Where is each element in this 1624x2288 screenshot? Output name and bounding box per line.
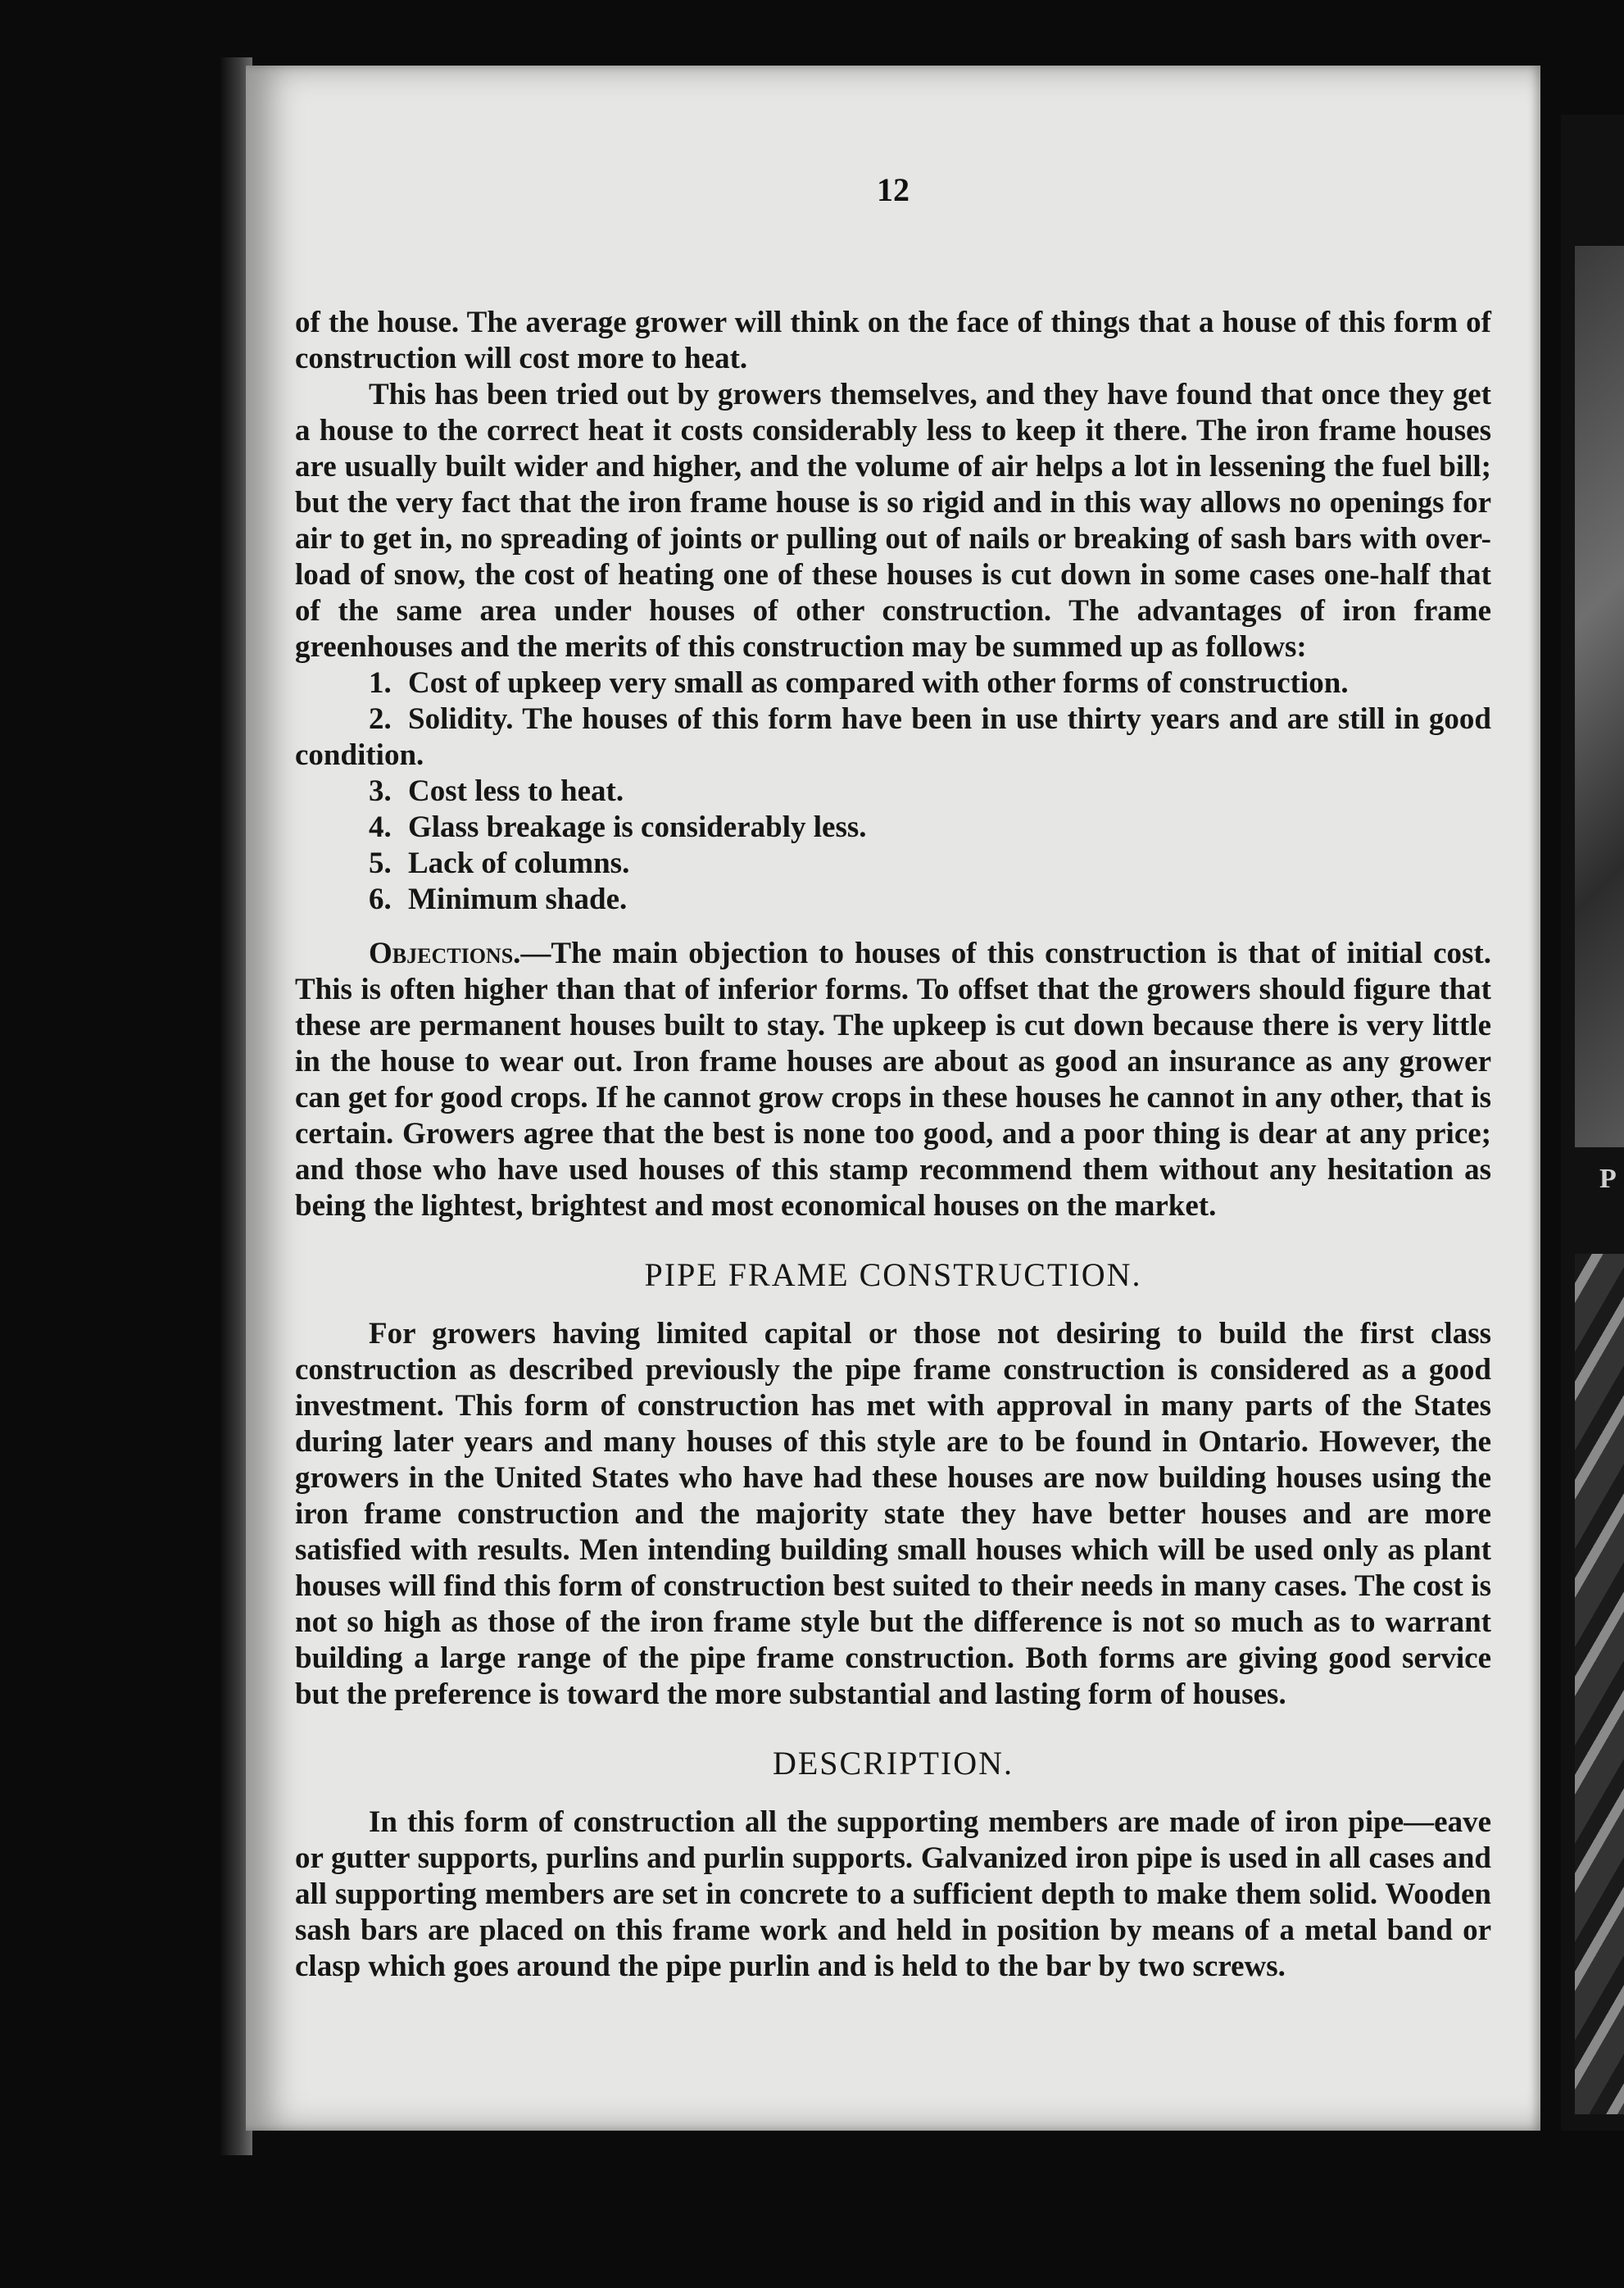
list-item-text: Minimum shade. xyxy=(408,883,628,916)
objections-text: —The main objection to houses of this construction is that of initial cost. This is often higher than that of inferior forms. To offset that the growers should figure that these are permanent houses built to stay. The upkeep is cut down because there is very little in the house to wear out. Iron frame houses are about as good an insurance as any grower can get for good crops. If he cannot grow crops in these houses he cannot in any other, that is certain. Growers agree that the best is none too good, and a poor thing is dear at any price; and those who have used houses of this stamp recommend them without any hesitation as being the lightest, brightest and most economical houses on the market. xyxy=(295,937,1491,1223)
page-number: 12 xyxy=(877,171,910,208)
list-item xyxy=(295,665,1491,701)
intro-paragraph: of the house. The average grower will think on the face of things that a house of this form of construction will cost more to heat. xyxy=(295,306,1491,375)
list-item-number: 6. xyxy=(369,883,392,916)
list-item xyxy=(295,846,1491,882)
list-item-number: 5. xyxy=(369,847,392,880)
description-heading: DESCRIPTION. xyxy=(772,1745,1014,1782)
tested-paragraph: This has been tried out by growers themselves, and they have found that once they get a house to the correct heat it costs considerably less to keep it there. The iron frame houses are usually built wider and higher, and the volume of air helps a lot in lessening the fuel bill; but the very fact that the iron frame house is so rigid and in this way allows no openings for air to get in, no spreading of joints or pulling out of nails or breaking of sash bars with over-load of snow, the cost of heating one of these houses is cut down in some cases one-half that of the same area under houses of other construction. The advantages of iron frame greenhouses and the merits of this construction may be summed up as follows: xyxy=(295,378,1491,664)
description-paragraph: In this form of construction all the supporting members are made of iron pipe—eave or gutter supports, purlins and purlin supports. Galvanized iron pipe is used in all cases and all supporting members are set in concrete to a sufficient depth to make them solid. Wooden sash bars are placed on this frame work and held in position by means of a metal band or clasp which goes around the pipe purlin and is held to the bar by two screws. xyxy=(295,1805,1491,1983)
list-item xyxy=(295,810,1491,846)
adjacent-plate-image xyxy=(1575,1254,1624,2114)
list-item-text: Cost less to heat. xyxy=(408,774,624,808)
pipe-frame-paragraph: For growers having limited capital or those not desiring to build the first class construction as described previously the pipe frame construction is considered as a good investment. This form of construction has met with approval in many parts of the States during later years and many houses of this style are to be found in Ontario. However, the growers in the United States who have had these houses are now building houses using the iron frame construction and the majority state they have better houses and are more satisfied with results. Men intending building small houses which will be used only as plant houses will find this form of construction best suited to their needs in many cases. The cost is not so high as those of the iron frame style but the difference is not so much as to warrant building a large range of the pipe frame construction. Both forms are giving good service but the preference is toward the more substantial and lasting form of houses. xyxy=(295,1317,1491,1711)
list-item-number: 3. xyxy=(369,774,392,808)
list-item-number: 4. xyxy=(369,810,392,844)
list-item-number: 2. xyxy=(369,702,392,736)
list-item-text: Cost of upkeep very small as compared with other forms of construction. xyxy=(408,666,1349,700)
list-item xyxy=(295,774,1491,810)
objections-paragraph xyxy=(295,936,1491,1224)
list-item-text: Glass breakage is considerably less. xyxy=(408,810,867,844)
adjacent-page-letter: P xyxy=(1599,1164,1617,1194)
objections-run-in: Objections. xyxy=(369,937,521,970)
pipe-frame-heading: PIPE FRAME CONSTRUCTION. xyxy=(644,1256,1142,1293)
advantages-list xyxy=(295,665,1491,918)
list-item-number: 1. xyxy=(369,666,392,700)
list-item-text: Solidity. The houses of this form have been in use thirty years and are still in good condition. xyxy=(295,702,1491,772)
adjacent-plate-image xyxy=(1575,246,1624,1147)
list-item xyxy=(295,701,1491,774)
book-page xyxy=(246,66,1540,2131)
page-body xyxy=(295,305,1491,1985)
list-item-text: Lack of columns. xyxy=(408,847,630,880)
list-item xyxy=(295,882,1491,918)
